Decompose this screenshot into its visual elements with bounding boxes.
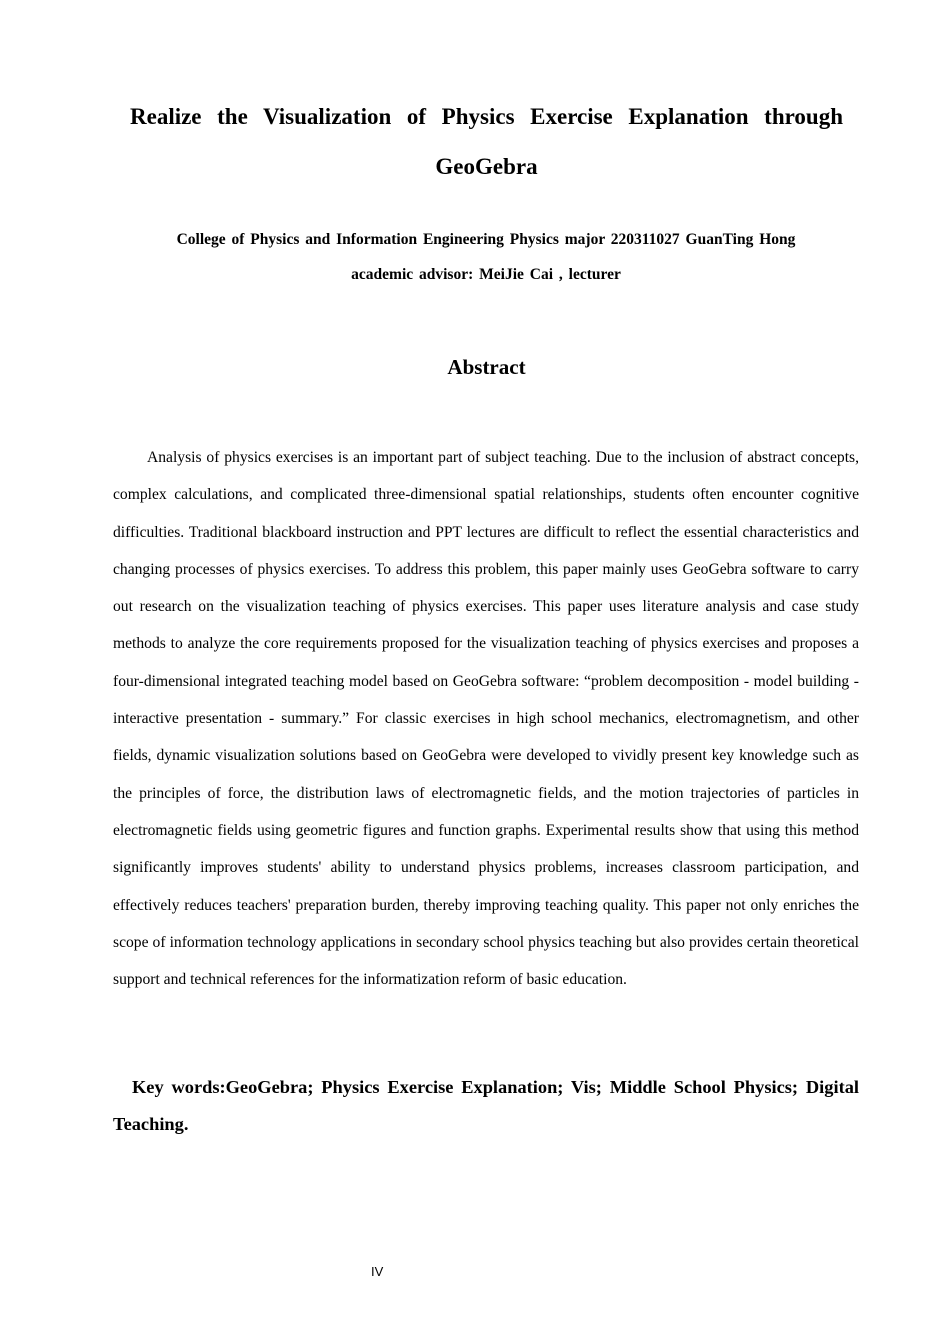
abstract-heading: Abstract [447, 355, 526, 379]
affiliation-line: College of Physics and Information Engineering Physics major 220311027 GuanTing Hong [176, 231, 796, 248]
keywords: Key words:GeoGebra; Physics Exercise Explanation; Vis; Middle School Physics; Digital Teaching. [113, 1077, 859, 1134]
paper-title: Realize the Visualization of Physics Exercise Explanation through GeoGebra [130, 104, 843, 179]
page-number: IV [371, 1264, 384, 1279]
abstract-body: Analysis of physics exercises is an important part of subject teaching. Due to the inclusion of abstract concepts, complex calculations, and complicated three-dimensional spatial relationships, students often encounter cognitive difficulties. Traditional blackboard instruction and PPT lectures are difficult to reflect the essential characteristics and changing processes of physics exercises. To address this problem, this paper mainly uses GeoGebra software to carry out research on the visualization teaching of physics exercises. This paper uses literature analysis and case study methods to analyze the core requirements proposed for the visualization teaching of physics exercises and proposes a four-dimensional integrated teaching model based on GeoGebra software: “problem decomposition - model building - interactive presentation - summary.” For classic exercises in high school mechanics, electromagnetism, and other fields, dynamic visualization solutions based on GeoGebra were developed to vividly present key knowledge such as the principles of force, the distribution laws of electromagnetic fields, and the motion trajectories of particles in electromagnetic fields using geometric figures and function graphs. Experimental results show that using this method significantly improves students' ability to understand physics problems, increases classroom participation, and effectively reduces teachers' preparation burden, thereby improving teaching quality. This paper not only enriches the scope of information technology applications in secondary school physics teaching but also provides certain theoretical support and technical references for the informatization reform of basic education. [113, 449, 859, 989]
author-affiliation [128, 222, 844, 292]
advisor-line: academic advisor: MeiJie Cai , lecturer [351, 266, 621, 283]
